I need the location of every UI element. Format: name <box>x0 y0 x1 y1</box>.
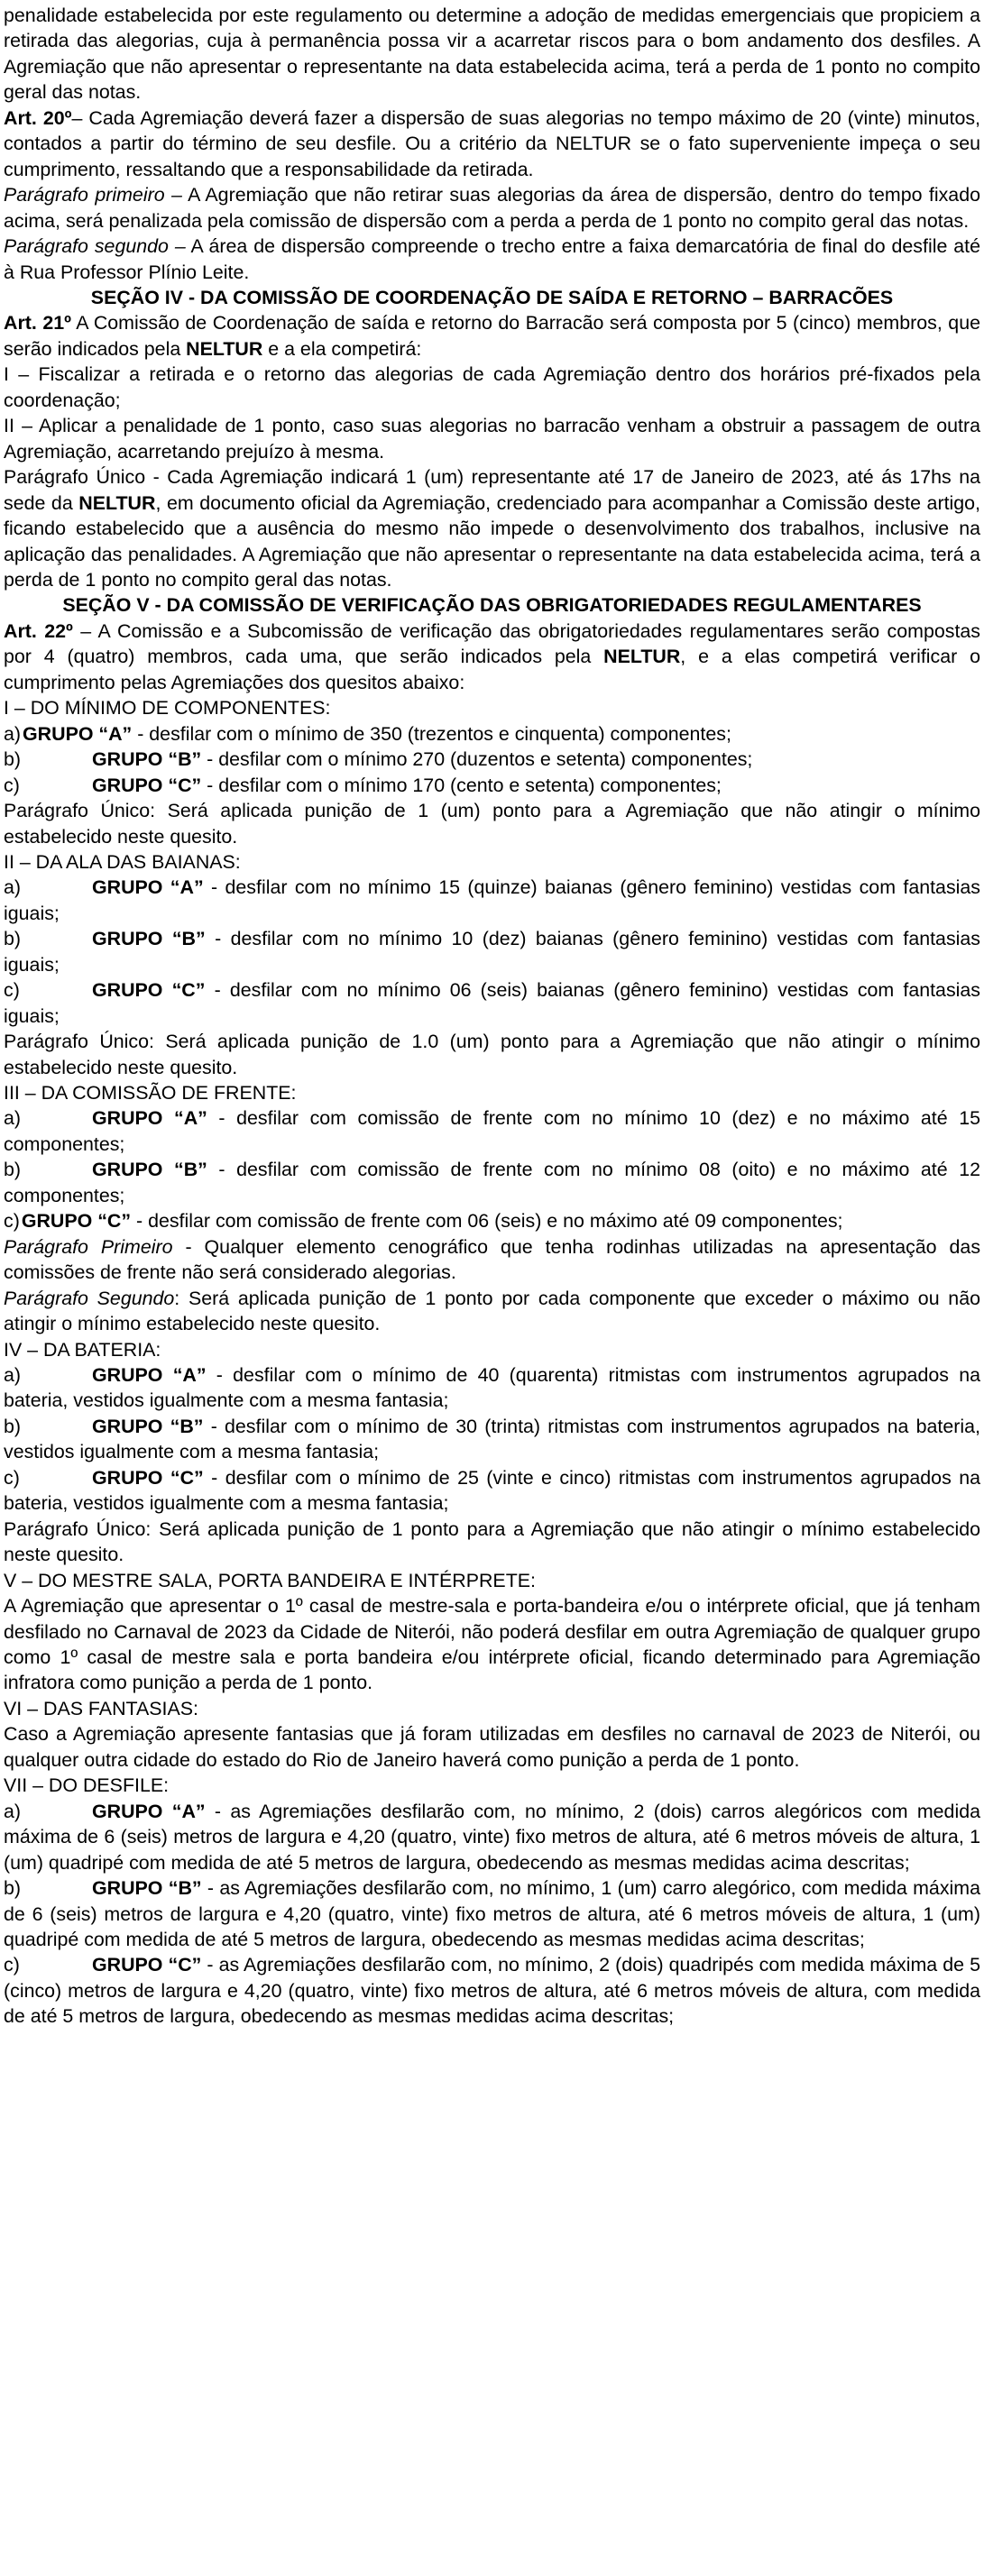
item-marker: b) <box>4 928 22 950</box>
item-text: - desfilar com comissão de frente com 06 (seis) e no máximo até 09 componentes; <box>131 1210 843 1233</box>
quesito-5-title: V – DO MESTRE SALA, PORTA BANDEIRA E INTÉRPRETE: <box>4 1569 536 1591</box>
item-text: - desfilar com no mínimo 15 (quinze) baianas (gênero feminino) vestidas com fantasias iguais; <box>4 876 980 924</box>
quesito-2-title: II – DA ALA DAS BAIANAS: <box>4 850 241 873</box>
item-text: - desfilar com o mínimo 270 (duzentos e setenta) componentes; <box>201 748 753 771</box>
paragraph-text: : Será aplicada punição de 1 ponto por cada componente que exceder o máximo ou não atingir o mínimo estabelecido neste quesito. <box>4 1287 980 1335</box>
neltur-bold: NELTUR <box>603 646 681 668</box>
group-label: GRUPO “C” <box>92 1954 202 1976</box>
item-text: - desfilar com o mínimo 170 (cento e setenta) componentes; <box>201 774 722 796</box>
item-text: - desfilar com no mínimo 06 (seis) baianas (gênero feminino) vestidas com fantasias iguais; <box>4 979 980 1027</box>
group-label: GRUPO “A” <box>92 1800 206 1822</box>
item-marker: b) <box>4 1877 22 1900</box>
item-marker: b) <box>4 1415 22 1437</box>
paragraph-text: - Qualquer elemento cenográfico que tenha rodinhas utilizadas na apresentação das comissões de frente não será considerado alegorias. <box>4 1235 981 1284</box>
group-label: GRUPO “C” <box>92 774 202 796</box>
item-text: - desfilar com no mínimo 10 (dez) baianas (gênero feminino) vestidas com fantasias iguais; <box>4 928 980 976</box>
article-21 <box>4 310 980 362</box>
group-label: GRUPO “C” <box>92 1466 204 1489</box>
group-label: GRUPO “B” <box>92 1159 207 1181</box>
group-label: GRUPO “B” <box>92 748 202 771</box>
quesito-7-item-b <box>4 1875 980 1952</box>
article-20-label: Art. 20º <box>4 106 72 129</box>
quesito-6-text: Caso a Agremiação apresente fantasias que já foram utilizadas em desfiles no carnaval de 2023 de Niterói, ou qualquer outra cidade do estado do Rio de Janeiro haverá como punição a perda de 1 ponto. <box>4 1723 980 1771</box>
quesito-6-title: VI – DAS FANTASIAS: <box>4 1697 198 1719</box>
paragraph-label: Parágrafo segundo – <box>4 235 186 258</box>
paragraph-text-end: , em documento oficial da Agremiação, credenciado para acompanhar a Comissão deste artigo, ficando estabelecido que a ausência do mesmo não impede o desenvolvimento dos trabalhos, inclusive na aplicação das penalidades. A Agremiação que não apresentar o representante na data estabelecida acima, terá a perda de 1 ponto no compito geral das notas. <box>4 491 980 591</box>
quesito-4-item-c <box>4 1465 980 1517</box>
group-label: GRUPO “C” <box>92 979 206 1002</box>
item-marker: a) <box>4 722 22 745</box>
item-text: - desfilar com o mínimo de 30 (trinta) ritmistas com instrumentos agrupados na bateria, vestidos igualmente com a mesma fantasia; <box>4 1415 980 1463</box>
quesito-3-paragraph-primeiro <box>4 1234 980 1286</box>
item-text: - desfilar com o mínimo de 40 (quarenta) ritmistas com instrumentos agrupados na bateria, vestidos igualmente com a mesma fantasia; <box>4 1364 980 1412</box>
paragraph-text: A Agremiação que não retirar suas alegorias da área de dispersão, dentro do tempo fixado acima, será penalizada pela comissão de dispersão com a perda a perda de 1 ponto no compito geral das notas. <box>4 184 980 232</box>
article-22-text: – A Comissão e a Subcomissão de verificação das obrigatoriedades regulamentares serão compostas por 4 (quatro) membros, cada uma, que serão indicados pela <box>4 619 980 668</box>
paragraph-text: Parágrafo Único - Cada Agremiação indicará 1 (um) representante até 17 de Janeiro de 2023, até ás 17hs na sede da <box>4 466 980 514</box>
article-20-paragraph-2 <box>4 234 980 285</box>
item-marker: b) <box>4 1159 22 1181</box>
quesito-1-paragraph-unico: Parágrafo Único: Será aplicada punição de 1 (um) ponto para a Agremiação que não atingir o mínimo estabelecido neste quesito. <box>4 800 980 848</box>
neltur-bold: NELTUR <box>186 337 263 360</box>
group-label: GRUPO “B” <box>92 1877 202 1900</box>
item-marker: b) <box>4 748 22 771</box>
quesito-3-item-a <box>4 1105 980 1157</box>
article-21-item-1: I – Fiscalizar a retirada e o retorno das alegorias de cada Agremiação dentro dos horários pré-fixados pela coordenação; <box>4 363 980 411</box>
quesito-4-paragraph-unico: Parágrafo Único: Será aplicada punição de 1 ponto para a Agremiação que não atingir o mínimo estabelecido neste quesito. <box>4 1517 980 1566</box>
article-21-paragraph-unico <box>4 464 980 592</box>
quesito-1-item-c <box>4 773 980 798</box>
group-label: GRUPO “C” <box>21 1210 132 1233</box>
quesito-7-item-a <box>4 1799 980 1875</box>
paragraph-text: A área de dispersão compreende o trecho entre a faixa demarcatória de final do desfile até à Rua Professor Plínio Leite. <box>4 235 980 283</box>
neltur-bold: NELTUR <box>78 491 156 514</box>
section-5-heading: SEÇÃO V - DA COMISSÃO DE VERIFICAÇÃO DAS OBRIGATORIEDADES REGULAMENTARES <box>62 594 922 617</box>
quesito-5-text: A Agremiação que apresentar o 1º casal de mestre-sala e porta-bandeira e/ou o intérprete oficial, que já tenham desfilado no Carnaval de 2023 da Cidade de Niterói, não poderá desfilar em outra Agremiação de qualquer grupo como 1º casal de mestre sala e porta bandeira e/ou intérprete oficial, ficando determinado para Agremiação infratora como punição a perda de 1 ponto. <box>4 1595 980 1694</box>
quesito-4-item-b <box>4 1414 980 1465</box>
article-20-text: – Cada Agremiação deverá fazer a dispersão de suas alegorias no tempo máximo de 20 (vinte) minutos, contados a partir do término de seu desfile. Ou a critério da NELTUR se o fato superveniente impeça o seu cumprimento, ressaltando que a responsabilidade da retirada. <box>4 106 981 180</box>
item-text: - desfilar com comissão de frente com no mínimo 08 (oito) e no máximo até 12 componentes; <box>4 1159 980 1206</box>
item-text: - as Agremiações desfilarão com, no mínimo, 2 (dois) quadripés com medida máxima de 5 (cinco) metros de largura e 4,20 (quatro, vinte) fixo metros de altura, até 6 metros móveis de altura, com medida de até 5 metros de largura, obedecendo as mesmas medidas acima descritas; <box>4 1954 980 2028</box>
group-label: GRUPO “A” <box>23 722 133 745</box>
item-text: - desfilar com o mínimo de 350 (trezentos e cinquenta) componentes; <box>132 722 731 745</box>
quesito-2-paragraph-unico: Parágrafo Único: Será aplicada punição de 1.0 (um) ponto para a Agremiação que não atingir o mínimo estabelecido neste quesito. <box>4 1031 980 1078</box>
paragraph-label: Parágrafo Segundo <box>4 1287 175 1309</box>
quesito-2-item-a <box>4 875 980 926</box>
quesito-2-item-c <box>4 977 980 1029</box>
quesito-4-item-a <box>4 1362 980 1414</box>
paragraph-label: Parágrafo Primeiro <box>4 1235 173 1258</box>
quesito-7-title: VII – DO DESFILE: <box>4 1774 170 1797</box>
item-text: - desfilar com o mínimo de 25 (vinte e cinco) ritmistas com instrumentos agrupados na bateria, vestidos igualmente com a mesma fantasia; <box>4 1466 980 1515</box>
quesito-7-item-c <box>4 1952 980 2029</box>
group-label: GRUPO “A” <box>92 1364 207 1387</box>
quesito-3-paragraph-segundo <box>4 1286 980 1337</box>
article-21-item-2: II – Aplicar a penalidade de 1 ponto, caso suas alegorias no barracão venham a obstruir a passagem de outra Agremiação, acarretando prejuízo à mesma. <box>4 415 980 463</box>
item-marker: c) <box>4 1210 20 1233</box>
article-21-label: Art. 21º <box>4 312 71 335</box>
item-marker: c) <box>4 1954 20 1976</box>
quesito-2-item-b <box>4 926 980 977</box>
item-marker: c) <box>4 774 20 796</box>
article-22 <box>4 619 980 695</box>
article-22-text-end: , e a elas competirá verificar o cumprimento pelas Agremiações dos quesitos abaixo: <box>4 646 980 693</box>
item-marker: c) <box>4 979 20 1002</box>
section-4-heading: SEÇÃO IV - DA COMISSÃO DE COORDENAÇÃO DE SAÍDA E RETORNO – BARRACÕES <box>90 286 894 308</box>
article-20 <box>4 105 980 182</box>
article-20-paragraph-1 <box>4 182 980 234</box>
paragraph-continuation: penalidade estabelecida por este regulamento ou determine a adoção de medidas emergenciais que propiciem a retirada das alegorias, cuja à permanência possa vir a acarretar riscos para o bom andamento dos desfiles. A Agremiação que não apresentar o representante na data estabelecida acima, terá a perda de 1 ponto no compito geral das notas. <box>4 5 980 104</box>
quesito-3-item-b <box>4 1157 980 1208</box>
quesito-1-title: I – DO MÍNIMO DE COMPONENTES: <box>4 697 331 720</box>
item-text: - as Agremiações desfilarão com, no mínimo, 2 (dois) carros alegóricos com medida máxima de 6 (seis) metros de largura e 4,20 (quatro, vinte) fixo metros de altura, até 6 metros móveis de altura, 1 (um) quadripé com medida de até 5 metros de largura, obedecendo as mesmas medidas acima descritas; <box>4 1800 980 1874</box>
quesito-1-item-b <box>4 747 980 772</box>
item-text: - as Agremiações desfilarão com, no mínimo, 1 (um) carro alegórico, com medida máxima de 6 (seis) metros de largura e 4,20 (quatro, vinte) fixo metros de altura, até 6 metros móveis de altura, 1 (um) quadripé com medida de até 5 metros de largura, obedecendo as mesmas medidas acima descritas; <box>4 1877 980 1950</box>
paragraph-label: Parágrafo primeiro – <box>4 184 182 206</box>
quesito-3-item-c <box>4 1208 980 1233</box>
item-text: - desfilar com comissão de frente com no mínimo 10 (dez) e no máximo até 15 componentes; <box>4 1107 980 1155</box>
item-marker: c) <box>4 1466 20 1489</box>
article-21-text-end: e a ela competirá: <box>262 337 422 360</box>
item-marker: a) <box>4 1364 22 1387</box>
article-22-label: Art. 22º <box>4 619 73 642</box>
item-marker: a) <box>4 876 22 899</box>
group-label: GRUPO “B” <box>92 1415 204 1437</box>
quesito-3-title: III – DA COMISSÃO DE FRENTE: <box>4 1082 297 1105</box>
item-marker: a) <box>4 1107 22 1130</box>
article-21-text: A Comissão de Coordenação de saída e retorno do Barracão será composta por 5 (cinco) membros, que serão indicados pela <box>4 312 980 360</box>
item-marker: a) <box>4 1800 22 1822</box>
quesito-1-item-a <box>4 721 980 747</box>
quesito-4-title: IV – DA BATERIA: <box>4 1338 161 1361</box>
group-label: GRUPO “A” <box>92 876 204 899</box>
group-label: GRUPO “A” <box>92 1107 207 1130</box>
group-label: GRUPO “B” <box>92 928 206 950</box>
